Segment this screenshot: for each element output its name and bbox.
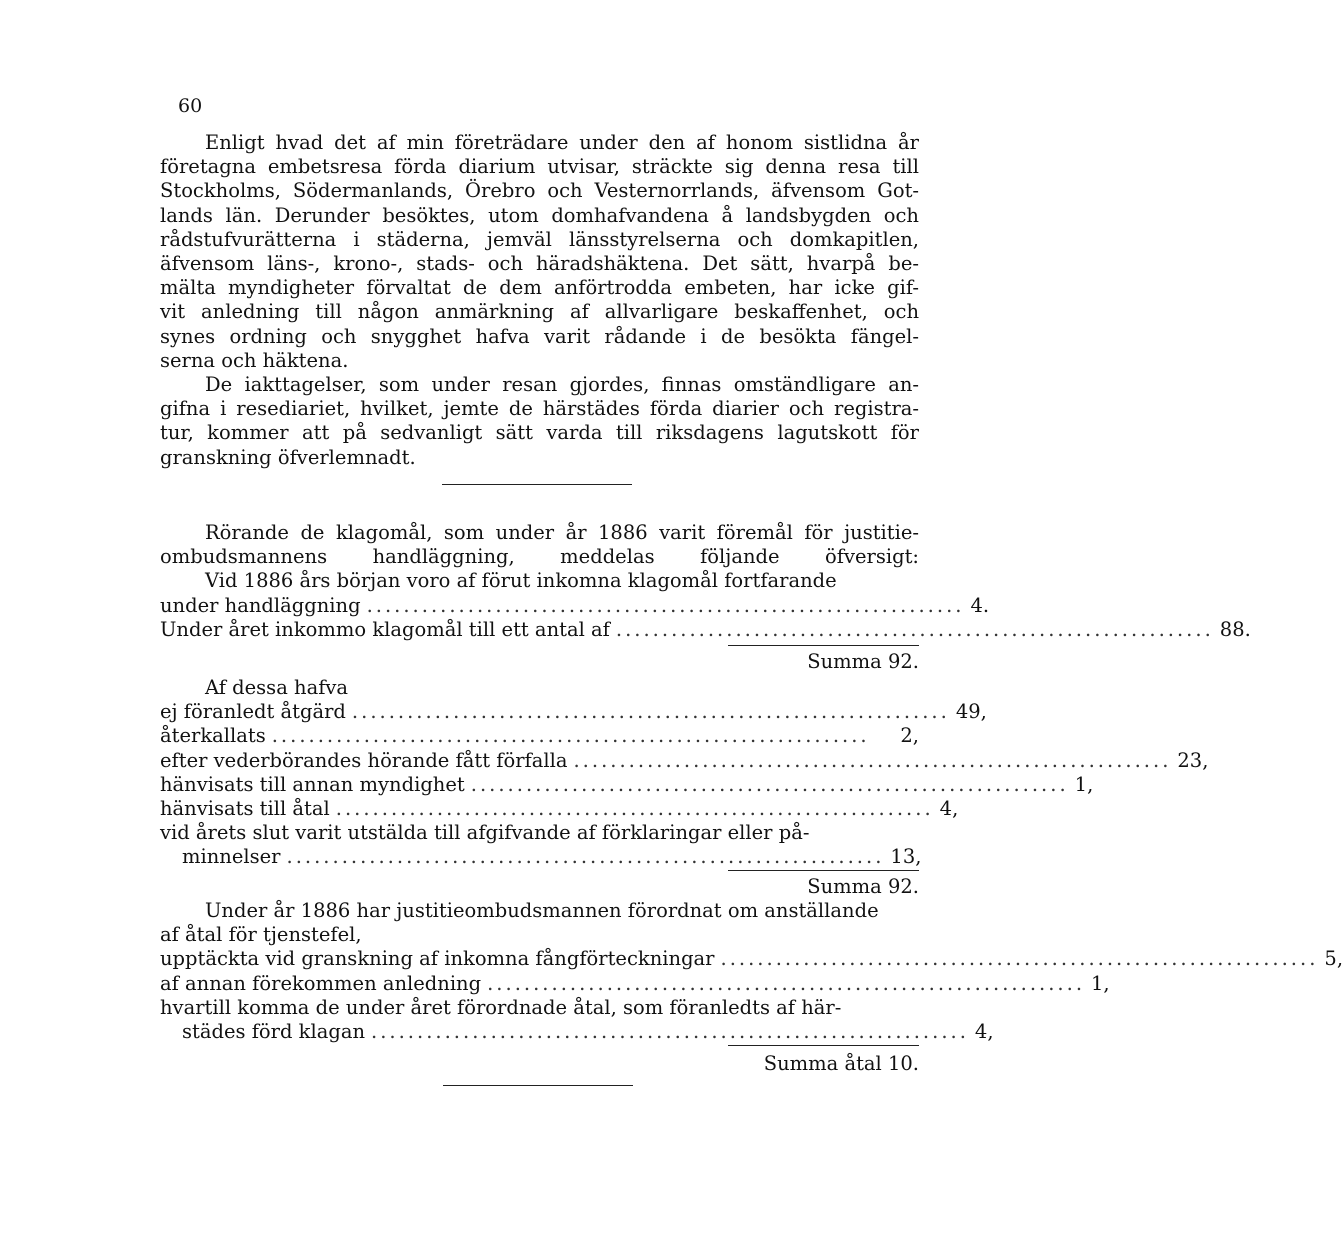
row-value: 2,	[900, 724, 919, 748]
row-value: 4,	[939, 796, 959, 820]
text-line: Stockholms, Södermanlands, Örebro och Vesternorrlands, äfvensom Got-	[160, 179, 919, 203]
text-line: ombudsmannens handläggning, meddelas följande öfversigt:	[160, 545, 919, 569]
row-value: 4.	[970, 594, 990, 617]
row-label: städes förd klagan	[182, 1019, 366, 1043]
row-value: 13,	[890, 845, 922, 869]
row-pending	[160, 594, 990, 618]
leader-dots: .................................................................	[487, 971, 1086, 995]
row-label: återkallats	[160, 724, 266, 748]
row-value: 49,	[955, 700, 987, 724]
text-line: rådstufvurätterna i städerna, jemväl länsstyrelserna och domkapitlen,	[160, 227, 919, 251]
text-line: Vid 1886 års början voro af förut inkomna klagomål fortfarande	[205, 569, 837, 593]
row-value: 5,	[1324, 947, 1343, 971]
row-incoming	[160, 618, 1251, 642]
row-label: efter vederbörandes hörande fått förfalla	[160, 748, 568, 772]
page-number: 60	[178, 95, 203, 117]
end-divider	[443, 1085, 633, 1086]
text-line: synes ordning och snygghet hafva varit rådande i de besökta fängel-	[160, 324, 919, 348]
row-outcome-last-line1	[160, 821, 919, 845]
text-line: tur, kommer att på sedvanligt sätt varda till riksdagens lagutskott för	[160, 421, 919, 445]
row-label: ej föranledt åtgärd	[160, 700, 346, 724]
sum-total-1: Summa 92.	[807, 650, 919, 673]
row-label: under handläggning	[160, 594, 361, 617]
leader-dots: .................................................................	[573, 748, 1172, 772]
paragraph-observations	[160, 373, 919, 470]
row-label: Under året inkommo klagomål till ett antal af	[160, 618, 610, 642]
leader-dots: .................................................................	[351, 700, 950, 724]
row-value: 88.	[1219, 618, 1251, 642]
text-line: företagna embetsresa förda diarium utvisar, sträckte sig denna resa till	[160, 155, 919, 179]
of-these-heading	[160, 676, 919, 700]
prosecution-intro-line2: af åtal för tjenstefel,	[160, 923, 362, 947]
leader-dots: .................................................................	[271, 724, 870, 748]
row-label: hänvisats till annan myndighet	[160, 772, 465, 796]
row-label: af annan förekommen anledning	[160, 971, 482, 995]
text-line: Rörande de klagomål, som under år 1886 varit föremål för justitie-	[205, 521, 919, 544]
prosecution-intro-line1: Under år 1886 har justitieombudsmannen förordnat om anställande	[205, 899, 879, 922]
text-line: lands län. Derunder besöktes, utom domhafvandena å landsbygden och	[160, 203, 919, 227]
text-line: Enligt hvad det af min företrädare under den af honom sistlidna år	[205, 131, 919, 154]
row-value: 23,	[1177, 748, 1209, 772]
sum-block-1	[160, 650, 919, 674]
row-value: 1,	[1074, 772, 1094, 796]
row-outcome-last-line2	[160, 845, 922, 869]
leader-dots: .................................................................	[366, 594, 965, 617]
complaints-table	[160, 594, 1251, 642]
row-value: 4,	[974, 1019, 994, 1043]
leader-dots: .................................................................	[720, 947, 1319, 971]
text-line: serna och häktena.	[160, 348, 349, 372]
row-label: vid årets slut varit utstälda till afgifvande af förklaringar eller på-	[160, 821, 810, 845]
leader-dots: .................................................................	[470, 772, 1069, 796]
text-line: vit anledning till någon anmärkning af allvarligare beskaffenhet, och	[160, 300, 919, 324]
outcome-row	[160, 724, 919, 748]
row-value: 1,	[1091, 971, 1110, 995]
prosecution-row	[160, 947, 1343, 971]
text-line: mälta myndigheter förvaltat de dem anförtrodda embeten, har icke gif-	[160, 276, 919, 300]
sum-rule	[728, 645, 919, 646]
sum-rule	[728, 870, 919, 871]
of-these-label: Af dessa hafva	[205, 676, 349, 699]
paragraph-inspection-report	[160, 131, 919, 373]
row-label: minnelser	[182, 845, 281, 869]
sum-total-3: Summa åtal 10.	[763, 1052, 919, 1075]
row-label: hvartill komma de under året förordnade åtal, som föranledts af här-	[160, 995, 842, 1019]
row-prosecution-last-line2	[160, 1019, 994, 1044]
row-prosecution-last-line1	[160, 996, 919, 1020]
leader-dots: .................................................................	[335, 796, 934, 820]
outcome-row	[160, 700, 987, 724]
sum-rule	[728, 1045, 919, 1046]
text-line: De iakttagelser, som under resan gjordes, finnas omständligare an-	[205, 373, 919, 396]
text-line: granskning öfverlemnadt.	[160, 445, 416, 469]
row-label: hänvisats till åtal	[160, 796, 330, 820]
outcome-row	[160, 772, 1094, 797]
leader-dots: .................................................................	[371, 1019, 969, 1043]
section-divider	[442, 484, 632, 485]
text-line: äfvensom läns-, krono-, stads- och häradshäktena. Det sätt, hvarpå be-	[160, 251, 919, 275]
row-label: upptäckta vid granskning af inkomna fångförteckningar	[160, 947, 715, 971]
sum-block-2	[160, 875, 919, 899]
prosecution-row	[160, 971, 1110, 996]
leader-dots: .................................................................	[286, 845, 885, 869]
outcome-row	[160, 748, 1209, 773]
outcomes-table	[160, 676, 1209, 870]
sum-block-3	[160, 1052, 919, 1076]
text-line: gifna i resediariet, hvilket, jemte de härstädes förda diarier och registra-	[160, 397, 919, 421]
outcome-row	[160, 796, 959, 821]
leader-dots: .................................................................	[615, 618, 1214, 642]
sum-total-2: Summa 92.	[807, 875, 919, 898]
prosecutions-table	[160, 899, 1343, 1044]
paragraph-complaints-overview	[160, 521, 919, 594]
